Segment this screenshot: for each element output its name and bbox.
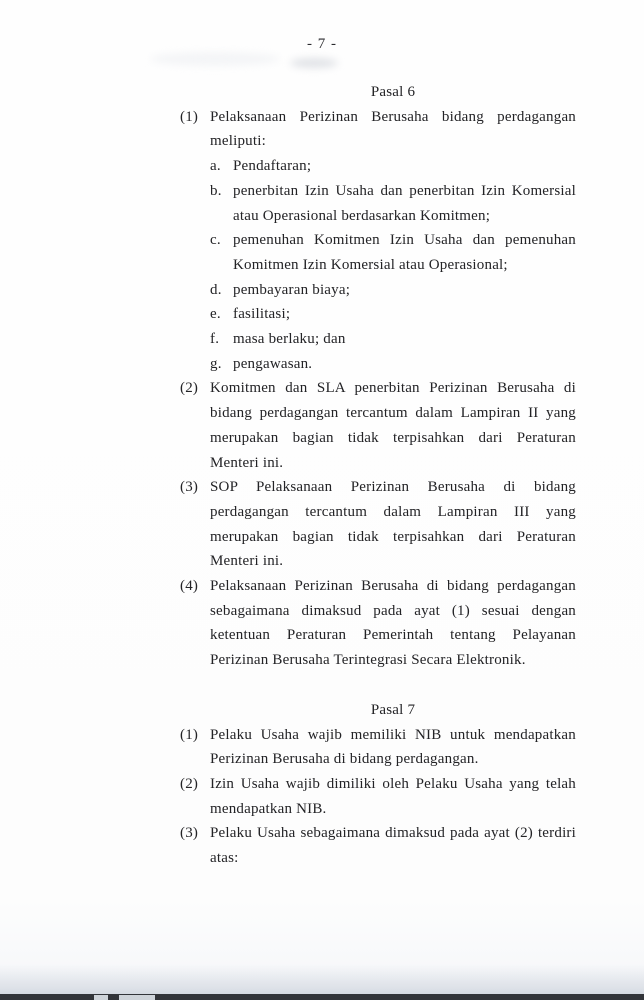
sub-item [210,154,576,179]
scan-edge-notch [119,995,155,1000]
ayat-number: (2) [180,380,199,397]
sub-item [210,228,576,277]
sub-item-letter: f. [210,331,220,348]
sub-item [210,278,576,303]
ayat-number: (3) [180,825,199,842]
sub-item-letter: d. [210,281,222,298]
ayat-number: (1) [180,108,199,125]
sub-item-letter: b. [210,182,222,199]
sub-item-text: pengawasan. [233,355,313,372]
sub-item [210,352,576,377]
ayat-text: Pelaku Usaha wajib memiliki NIB untuk mendapatkan Perizinan Berusaha di bidang perdagangan. [210,726,576,768]
sub-item-text: pembayaran biaya; [233,281,351,298]
ayat-body [210,723,576,772]
sub-item [210,327,576,352]
ayat-body [210,376,576,475]
ayat-number: (4) [180,578,199,595]
section-heading: Pasal 6 [370,84,416,100]
ayat-body [210,821,576,870]
ayat-text: Komitmen dan SLA penerbitan Perizinan Berusaha di bidang perdagangan tercantum dalam Lampiran II yang merupakan bagian tidak terpisahkan dari Peraturan Menteri ini. [210,380,576,471]
ayat-body [210,475,576,574]
sub-item-letter: c. [210,232,221,249]
scan-artifact-band [0,964,644,994]
pasal-section [180,80,576,673]
ayat-number: (2) [180,775,199,792]
ayat-text: SOP Pelaksanaan Perizinan Berusaha di bidang perdagangan tercantum dalam Lampiran III yang merupakan bagian tidak terpisahkan dari Peraturan Menteri ini. [210,479,576,570]
ayat-item [180,723,576,772]
ayat-body [210,772,576,821]
scan-edge-bar [0,994,644,1000]
ayat-body [210,574,576,673]
sub-item [210,302,576,327]
sub-item-text: Pendaftaran; [233,158,312,175]
document-body [180,80,576,871]
section-heading: Pasal 7 [370,701,416,718]
ayat-body [210,105,576,377]
ayat-item [180,821,576,870]
ayat-item [180,105,576,377]
ayat-number: (1) [180,726,199,743]
sub-item-text: fasilitasi; [233,306,291,323]
scan-edge-notch [94,995,108,1000]
ayat-text: Pelaksanaan Perizinan Berusaha bidang perdagangan meliputi: [210,108,576,150]
sub-item-text: masa berlaku; dan [233,331,346,348]
sub-item-letter: g. [210,355,222,372]
scan-smudge [150,52,280,66]
sub-item [210,179,576,228]
ayat-text: Izin Usaha wajib dimiliki oleh Pelaku Usaha yang telah mendapatkan NIB. [210,775,576,817]
sub-item-letter: e. [210,306,221,323]
ayat-item [180,475,576,574]
ayat-item [180,376,576,475]
ayat-text: Pelaksanaan Perizinan Berusaha di bidang perdagangan sebagaimana dimaksud pada ayat (1) sesuai dengan ketentuan Peraturan Pemerintah tentang Pelayanan Perizinan Berusaha Terintegrasi Secara Elektronik. [210,578,576,669]
ayat-item [180,574,576,673]
sub-item-letter: a. [210,158,221,175]
ayat-number: (3) [180,479,199,496]
sub-item-text: pemenuhan Komitmen Izin Usaha dan pemenuhan Komitmen Izin Komersial atau Operasional; [233,232,576,273]
page-number: - 7 - [307,36,337,52]
ayat-item [180,772,576,821]
scan-smudge [290,58,338,68]
sub-item-text: penerbitan Izin Usaha dan penerbitan Izin Komersial atau Operasional berdasarkan Komitmen; [233,182,576,224]
pasal-section [180,698,576,871]
ayat-text: Pelaku Usaha sebagaimana dimaksud pada ayat (2) terdiri atas: [210,825,576,867]
